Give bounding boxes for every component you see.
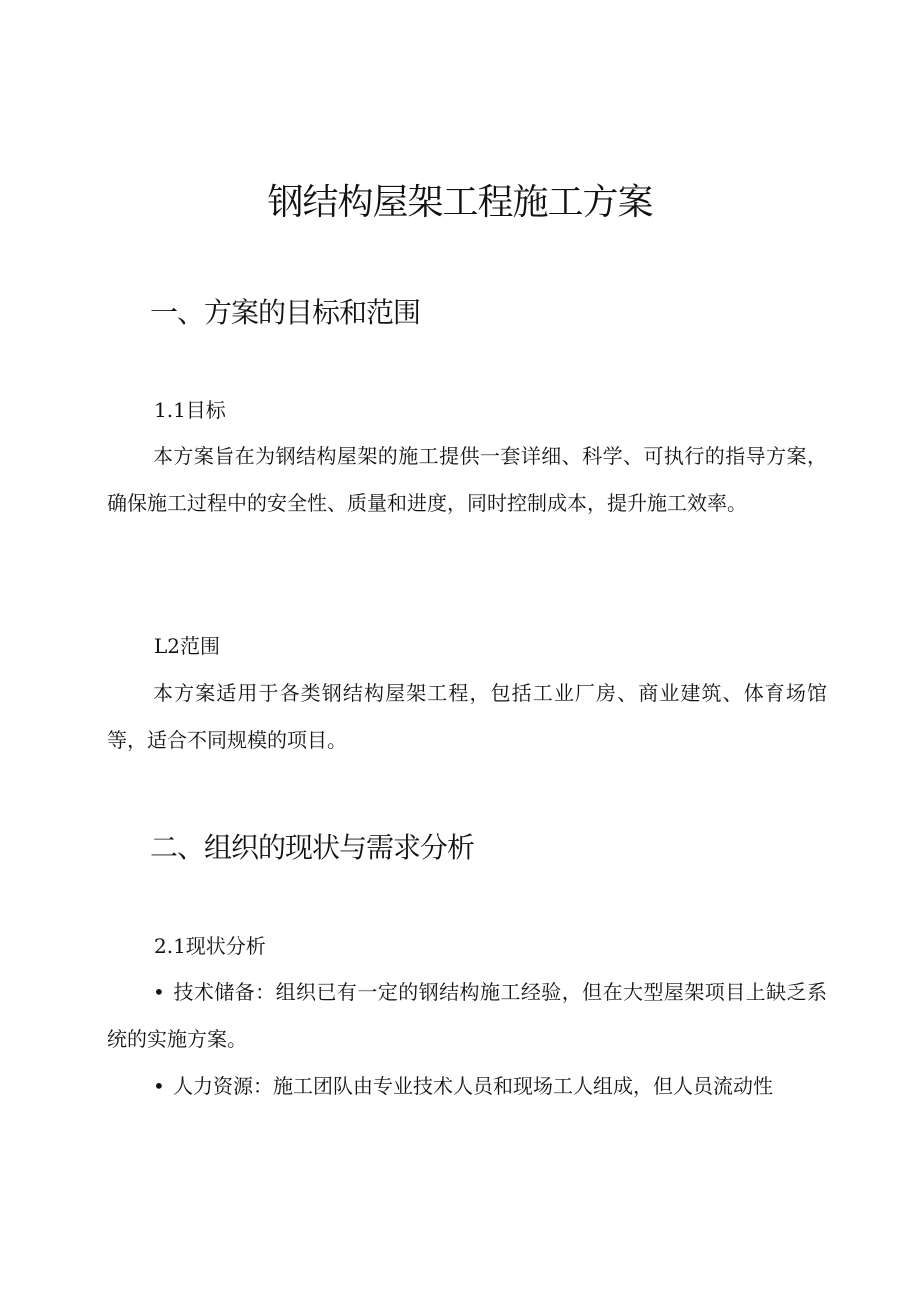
document-title: 钢结构屋架工程施工方案 [267,182,653,223]
bullet-icon: • [153,980,165,1004]
paragraph-objective: 本方案旨在为钢结构屋架的施工提供一套详细、科学、可执行的指导方案，确保施工过程中的安全性、质量和进度，同时控制成本，提升施工效率。 [107,444,827,515]
bullet-item-human-resources [107,1063,827,1110]
paragraph-scope: 本方案适用于各类钢结构屋架工程，包括工业厂房、商业建筑、体育场馆等，适合不同规模的项目。 [107,681,827,752]
subsection-heading-1-2: L2范围 [154,634,221,658]
bullet-item-technical-reserve [107,969,827,1063]
bullet-text: 人力资源：施工团队由专业技术人员和现场工人组成，但人员流动性 [173,1074,773,1098]
section-heading-1: 一、方案的目标和范围 [150,296,421,329]
subsection-heading-2-1: 2.1现状分析 [154,934,266,958]
bullet-icon: • [153,1074,165,1098]
section-heading-2: 二、组织的现状与需求分析 [150,831,475,864]
subsection-heading-1-1: 1.1目标 [154,398,226,422]
bullet-text: 技术储备：组织已有一定的钢结构施工经验，但在大型屋架项目上缺乏系统的实施方案。 [107,980,827,1051]
